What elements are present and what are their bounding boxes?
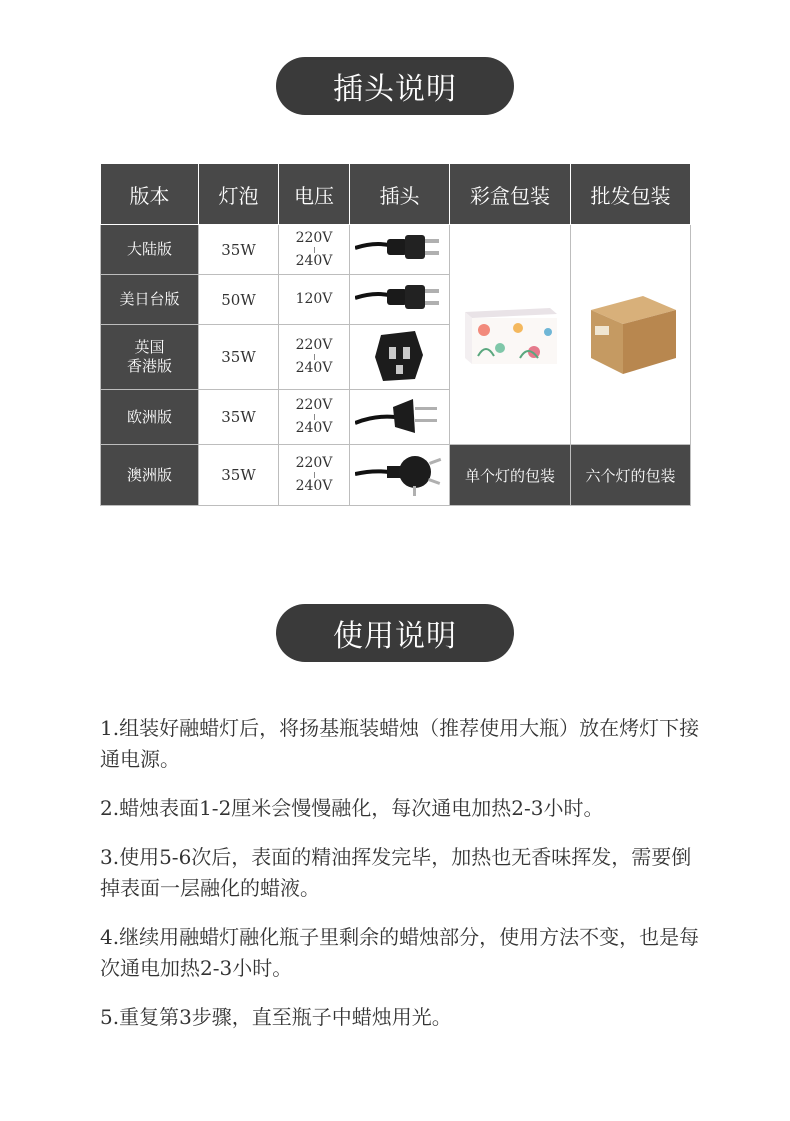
plug-cell xyxy=(350,390,450,445)
voltage-cell xyxy=(279,275,350,325)
usage-instructions xyxy=(100,713,700,1051)
bulb-cell: 35W xyxy=(199,225,279,275)
voltage-bottom: 240V xyxy=(295,252,333,269)
spec-table xyxy=(100,163,691,506)
bulb-cell: 35W xyxy=(199,390,279,445)
table-row xyxy=(101,445,691,506)
version-label: 英国 xyxy=(134,338,165,356)
table-row xyxy=(101,225,691,275)
plug-cell xyxy=(350,325,450,390)
voltage-bottom: 240V xyxy=(295,420,333,436)
carton-box-label: 六个灯的包装 xyxy=(571,445,691,506)
bulb-cell: 35W xyxy=(199,445,279,506)
header-voltage: 电压 xyxy=(279,164,350,225)
header-version: 版本 xyxy=(101,164,199,225)
header-bulb: 灯泡 xyxy=(199,164,279,225)
version-cell xyxy=(101,325,199,390)
usage-step: 5.重复第3步骤，直至瓶子中蜡烛用光。 xyxy=(100,1005,452,1029)
bulb-cell: 50W xyxy=(199,275,279,325)
version-cell xyxy=(101,275,199,325)
header-color-box: 彩盒包装 xyxy=(450,164,571,225)
voltage-bottom: 240V xyxy=(295,478,333,494)
version-label: 大陆版 xyxy=(126,240,172,258)
voltage-top: 220V xyxy=(295,229,333,246)
voltage-top: 220V xyxy=(295,455,333,471)
section-title-plug xyxy=(276,57,514,115)
version-label: 澳洲版 xyxy=(126,465,172,484)
carton-box-image xyxy=(581,288,681,378)
usage-step: 2.蜡烛表面1-2厘米会慢慢融化，每次通电加热2-3小时。 xyxy=(100,796,604,820)
carton-box-cell xyxy=(571,225,691,445)
au-plug-icon xyxy=(355,448,445,498)
voltage-top: 220V xyxy=(295,397,333,413)
plug-cell xyxy=(350,275,450,325)
section-title-text: 插头说明 xyxy=(333,72,457,107)
usage-step: 4.继续用融蜡灯融化瓶子里剩余的蜡烛部分，使用方法不变，也是每次通电加热2-3小时。 xyxy=(100,925,700,980)
voltage-cell xyxy=(279,225,350,275)
bulb-cell: 35W xyxy=(199,325,279,390)
voltage-cell xyxy=(279,325,350,390)
voltage-bottom: 240V xyxy=(295,360,333,376)
color-box-cell xyxy=(450,225,571,445)
voltage-cell xyxy=(279,390,350,445)
header-wholesale: 批发包装 xyxy=(571,164,691,225)
version-label: 欧洲版 xyxy=(126,407,172,426)
voltage-top: 220V xyxy=(295,337,333,353)
section-title-text: 使用说明 xyxy=(333,619,457,654)
version-label-2: 香港版 xyxy=(126,357,172,375)
section-title-usage xyxy=(276,604,514,662)
plug-cell xyxy=(350,445,450,506)
color-box-label: 单个灯的包装 xyxy=(450,445,571,506)
plug-cell xyxy=(350,225,450,275)
version-cell xyxy=(101,390,199,445)
usage-step: 1.组装好融蜡灯后，将扬基瓶装蜡烛（推荐使用大瓶）放在烤灯下接通电源。 xyxy=(100,716,700,771)
voltage-cell xyxy=(279,445,350,506)
eu-plug-icon xyxy=(355,393,445,437)
header-plug: 插头 xyxy=(350,164,450,225)
us-plug-icon xyxy=(355,278,445,318)
version-cell xyxy=(101,225,199,275)
voltage-top: 120V xyxy=(295,291,333,307)
uk-plug-icon xyxy=(365,325,435,385)
usage-step: 3.使用5-6次后，表面的精油挥发完毕，加热也无香味挥发，需要倒掉表面一层融化的蜡液。 xyxy=(100,845,692,900)
color-box-image xyxy=(460,298,560,368)
table-header-row xyxy=(101,164,691,225)
us-plug-icon xyxy=(355,228,445,268)
version-label: 美日台版 xyxy=(119,290,180,308)
version-cell xyxy=(101,445,199,506)
